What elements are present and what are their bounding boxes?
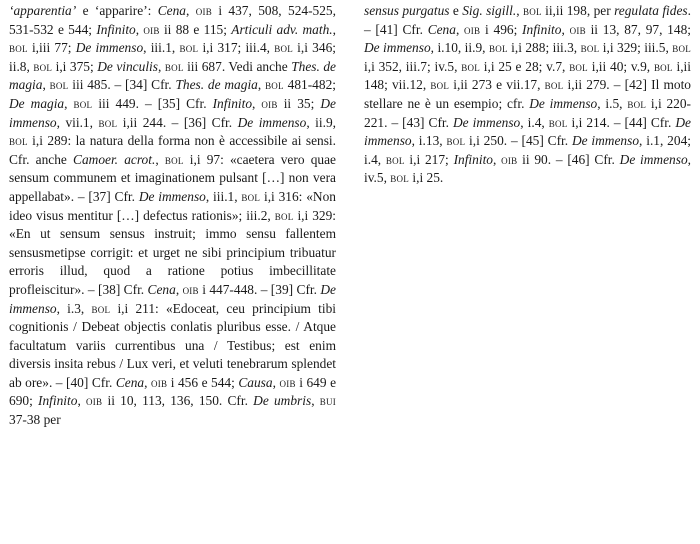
edition-abbrev: oib	[195, 4, 212, 18]
edition-abbrev: bol	[522, 4, 542, 18]
text-run: i 456 e 544;	[167, 374, 239, 390]
text-run: , ii.9,	[306, 114, 337, 130]
text-run: ,	[144, 374, 151, 390]
edition-abbrev: bol	[9, 41, 28, 56]
text-run: ii 88 e 115;	[159, 21, 232, 37]
italic-title: Causa	[238, 374, 273, 390]
italic-title: Infinito	[96, 21, 136, 37]
italic-title: Thes. de magia	[9, 58, 336, 93]
text-run: ii 13, 87, 97, 148;	[585, 21, 691, 37]
edition-abbrev: bol	[98, 115, 118, 130]
italic-title: ‘apparentia’	[9, 3, 77, 18]
text-run: i,i 211: «Edoceat, ceu principium tibi cognitionis / Debeat objectis conlatis pluribus esse. / Atque facultatum variis currentibus una / Testibus; est enim diversis insita rebus / Lux veri, et veluti tenebrarum splendet ab ore». – [40] Cfr.	[9, 300, 336, 390]
text-run: ,	[186, 3, 196, 18]
italic-title: Cena	[115, 374, 145, 390]
edition-abbrev: bol	[164, 152, 184, 167]
italic-title: De vinculis	[97, 58, 158, 74]
text-run: 481-482;	[283, 77, 336, 93]
edition-abbrev: bol	[627, 96, 647, 111]
text-run: i,i 97: «caetera vero quae sensum communem et imaginationem pulsant […] non vera appellabat». – [37] Cfr.	[9, 151, 336, 204]
text-run: i,i 329; iii.5,	[599, 40, 673, 56]
edition-abbrev: oib	[279, 375, 296, 390]
edition-abbrev: oib	[464, 22, 481, 37]
text-run: iii 687. Vedi anche	[183, 58, 292, 74]
text-run: i,i 329: «En ut sensum sensus instruit; immo sensu fallentem sensusmetipse corrigit: et urget ne sibi principium tribuatur erroris illud, quod a ratione potius imbecillitate profleiscitur». – [38] Cfr.	[9, 207, 336, 297]
edition-abbrev: bol	[274, 41, 293, 56]
text-run: ,	[135, 21, 144, 37]
text-run: , i.3,	[56, 300, 92, 316]
text-run: , i.13,	[411, 133, 447, 149]
edition-abbrev: bol	[91, 301, 111, 316]
edition-abbrev: oib	[150, 375, 168, 390]
text-run: i,i 289: la natura della forma non è accessibile ai sensi. Cfr. anche	[9, 133, 336, 167]
italic-title: Cena	[157, 3, 186, 18]
italic-title: Infinito	[38, 393, 78, 409]
text-run: ,	[455, 21, 465, 37]
italic-title: De immenso	[529, 95, 598, 111]
edition-abbrev: bol	[544, 78, 564, 93]
text-run: ii 90. – [46] Cfr.	[517, 151, 620, 167]
text-run: ,	[516, 3, 523, 18]
italic-title: De immenso	[453, 114, 521, 130]
text-run: i,i 316: «Non ideo visus mentitur […] defectus rationis»; iii.2,	[9, 188, 336, 223]
italic-title: De immenso	[237, 114, 307, 130]
edition-abbrev: bol	[179, 41, 199, 56]
text-run: i 496;	[480, 21, 523, 37]
edition-abbrev: bol	[548, 115, 568, 130]
edition-abbrev: bol	[265, 78, 284, 93]
text-run: ,	[42, 77, 50, 93]
text-run: i,i 217;	[404, 151, 454, 167]
text-run: i,i 375;	[52, 58, 98, 74]
italic-title: De immenso	[364, 114, 691, 149]
text-run: i,i 220-221. – [43] Cfr.	[364, 95, 692, 130]
text-run: i,i 352, iii.7; iv.5,	[364, 58, 462, 74]
text-run: , iii.1,	[205, 188, 242, 204]
edition-abbrev: bol	[49, 78, 69, 93]
footnote-paragraph	[9, 2, 336, 430]
italic-title: De immenso	[364, 40, 431, 56]
edition-abbrev: oib	[501, 152, 518, 167]
text-run: ,	[157, 58, 165, 74]
text-run: i,i 346; ii.8,	[9, 40, 336, 74]
italic-title: De immenso	[619, 151, 688, 167]
italic-title: De immenso	[75, 40, 144, 56]
italic-title: regulata fides	[614, 3, 688, 18]
text-run: i,i 25.	[409, 170, 444, 186]
italic-title: Thes. de magia	[175, 77, 258, 93]
edition-abbrev: bol	[569, 59, 588, 74]
text-run: ,	[272, 374, 280, 390]
edition-abbrev: bol	[241, 189, 261, 204]
text-run: i,i 25 e 28; v.7,	[480, 58, 570, 74]
text-run: ii 10, 113, 136, 150. Cfr.	[102, 393, 254, 409]
italic-title: Infinito	[453, 151, 493, 167]
edition-abbrev: bui	[319, 394, 336, 409]
text-run: , i.10, ii.9,	[430, 40, 489, 56]
text-run: ,	[64, 95, 74, 111]
edition-abbrev: oib	[182, 282, 199, 297]
text-run: , i.1, 204; i.4,	[364, 133, 691, 167]
text-run: ,	[252, 95, 262, 111]
edition-abbrev: bol	[461, 59, 480, 74]
edition-abbrev: bol	[488, 41, 508, 56]
text-run: ,	[311, 393, 320, 409]
text-run: iii 485. – [34] Cfr.	[68, 77, 176, 93]
footnotes-right-column	[364, 2, 691, 188]
italic-title: Cena	[147, 281, 176, 297]
italic-title: De umbris	[253, 393, 312, 409]
text-run: , vii.1,	[56, 114, 99, 130]
text-run: i,i 250. – [45] Cfr.	[465, 133, 572, 149]
edition-abbrev: bol	[164, 59, 184, 74]
text-run: iii 449. – [35] Cfr.	[92, 95, 213, 111]
text-run: , i.5,	[597, 95, 628, 111]
italic-title: De immenso	[138, 188, 206, 204]
italic-title: Articuli adv. math.	[231, 21, 333, 37]
edition-abbrev: bol	[385, 152, 405, 167]
text-run: 37-38 per	[9, 412, 61, 428]
italic-title: De immenso	[571, 133, 640, 149]
edition-abbrev: bol	[390, 171, 410, 186]
text-run: i,i 317; iii.4,	[198, 40, 275, 56]
footnote-paragraph	[364, 2, 691, 188]
text-run: i,iii 77;	[27, 40, 76, 56]
edition-abbrev: bol	[9, 134, 28, 149]
text-run: ,	[77, 393, 87, 409]
text-run: ii,ii 198, per	[541, 3, 615, 18]
italic-title: De immenso	[9, 281, 336, 316]
edition-abbrev: bol	[33, 59, 53, 74]
text-run: i,ii 148; vii.12,	[364, 58, 691, 93]
italic-title: De immenso	[9, 95, 336, 130]
italic-title: Infinito	[522, 21, 562, 37]
edition-abbrev: oib	[569, 22, 586, 37]
text-run: i,i 214. – [44] Cfr.	[567, 114, 676, 130]
footnotes-left-column	[9, 2, 336, 430]
edition-abbrev: oib	[143, 22, 160, 37]
edition-abbrev: bol	[653, 59, 673, 74]
text-run: , iv.5,	[364, 151, 692, 186]
italic-title: Sig. sigill.	[462, 3, 517, 18]
edition-abbrev: bol	[274, 208, 294, 223]
text-run: ,	[493, 151, 502, 167]
text-run: ,	[257, 77, 266, 93]
text-run: i,ii 40; v.9,	[587, 58, 654, 74]
edition-abbrev: bol	[430, 78, 450, 93]
text-run: , i.4,	[520, 114, 549, 130]
italic-title: sensus purgatus	[364, 3, 450, 18]
italic-title: Cena	[427, 21, 456, 37]
text-run: i 649 e 690;	[9, 374, 337, 409]
text-run: ,	[332, 21, 336, 37]
edition-abbrev: bol	[446, 134, 466, 149]
text-run: e	[449, 3, 463, 18]
text-run: ,	[155, 151, 165, 167]
edition-abbrev: oib	[261, 96, 278, 111]
text-run: e ‘apparire’:	[76, 3, 158, 18]
italic-title: De magia	[9, 95, 65, 111]
edition-abbrev: bol	[672, 41, 691, 56]
text-run: . – [41] Cfr.	[364, 3, 691, 37]
edition-abbrev: bol	[580, 41, 600, 56]
edition-abbrev: oib	[86, 394, 103, 409]
text-run: i,ii 273 e vii.17,	[449, 77, 545, 93]
text-run: ii 35;	[277, 95, 321, 111]
text-run: , iii.1,	[143, 40, 180, 56]
text-run: i,i 288; iii.3,	[507, 40, 581, 56]
italic-title: Infinito	[212, 95, 253, 111]
text-run: i,ii 244. – [36] Cfr.	[117, 114, 238, 130]
text-run: ,	[561, 21, 570, 37]
text-run: i 447-448. – [39] Cfr.	[198, 281, 321, 297]
text-run: i,ii 279. – [42] Il moto stellare ne è un esempio; cfr.	[364, 77, 691, 111]
italic-title: Camoer. acrot.	[73, 151, 156, 167]
text-run: ,	[175, 281, 183, 297]
text-run: i 437, 508, 524-525, 531-532 e 544;	[9, 3, 336, 37]
edition-abbrev: bol	[73, 96, 93, 111]
